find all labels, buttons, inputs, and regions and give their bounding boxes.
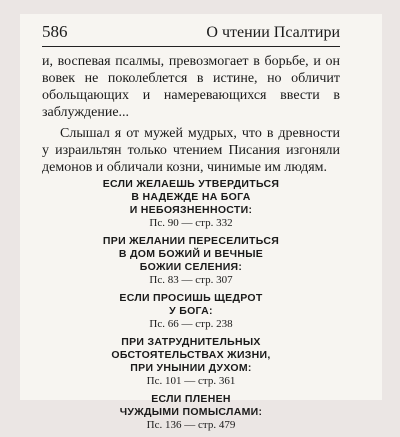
- page-number: 586: [42, 22, 68, 41]
- page-header: [42, 22, 340, 42]
- index-entry: [42, 393, 340, 432]
- psalm-index: [42, 178, 340, 437]
- entry-title: ЕСЛИ ПРОСИШЬ ЩЕДРОТ У БОГА:: [119, 292, 263, 317]
- entry-reference: Пс. 90 — стр. 332: [149, 217, 233, 229]
- index-entry: [42, 178, 340, 230]
- running-title: О чтении Псалтири: [206, 24, 340, 41]
- entry-reference: Пс. 136 — стр. 479: [146, 419, 236, 431]
- paragraph: и, воспевая псалмы, превозмогает в борьбе, и он вовек не поколеблется в истине, но обличит обольщающих и намеревающихся ввести в заблуждение...: [42, 54, 340, 120]
- entry-title: ПРИ ЖЕЛАНИИ ПЕРЕСЕЛИТЬСЯ В ДОМ БОЖИЙ И ВЕЧНЫЕ БОЖИИ СЕЛЕНИЯ:: [102, 235, 280, 273]
- body-text: [42, 53, 340, 176]
- entry-title: ПРИ ЗАТРУДНИТЕЛЬНЫХ ОБСТОЯТЕЛЬСТВАХ ЖИЗНИ, ПРИ УНЫНИИ ДУХОМ:: [111, 336, 271, 374]
- header-rule: [42, 46, 340, 47]
- index-entry: [42, 336, 340, 388]
- index-entry: [42, 292, 340, 331]
- entry-title: ЕСЛИ ПЛЕНЕН ЧУЖДЫМИ ПОМЫСЛАМИ:: [119, 393, 263, 418]
- entry-reference: Пс. 101 — стр. 361: [146, 375, 236, 387]
- entry-reference: Пс. 66 — стр. 238: [149, 318, 233, 330]
- entry-reference: Пс. 83 — стр. 307: [149, 274, 233, 286]
- index-entry: [42, 235, 340, 287]
- entry-title: ЕСЛИ ЖЕЛАЕШЬ УТВЕРДИТЬСЯ В НАДЕЖДЕ НА БОГА И НЕБОЯЗНЕННОСТИ:: [102, 178, 280, 216]
- paragraph: Слышал я от мужей мудрых, что в древности у израильтян только чтением Писания изгоняли демонов и обличали козни, чинимые им людям.: [42, 126, 340, 175]
